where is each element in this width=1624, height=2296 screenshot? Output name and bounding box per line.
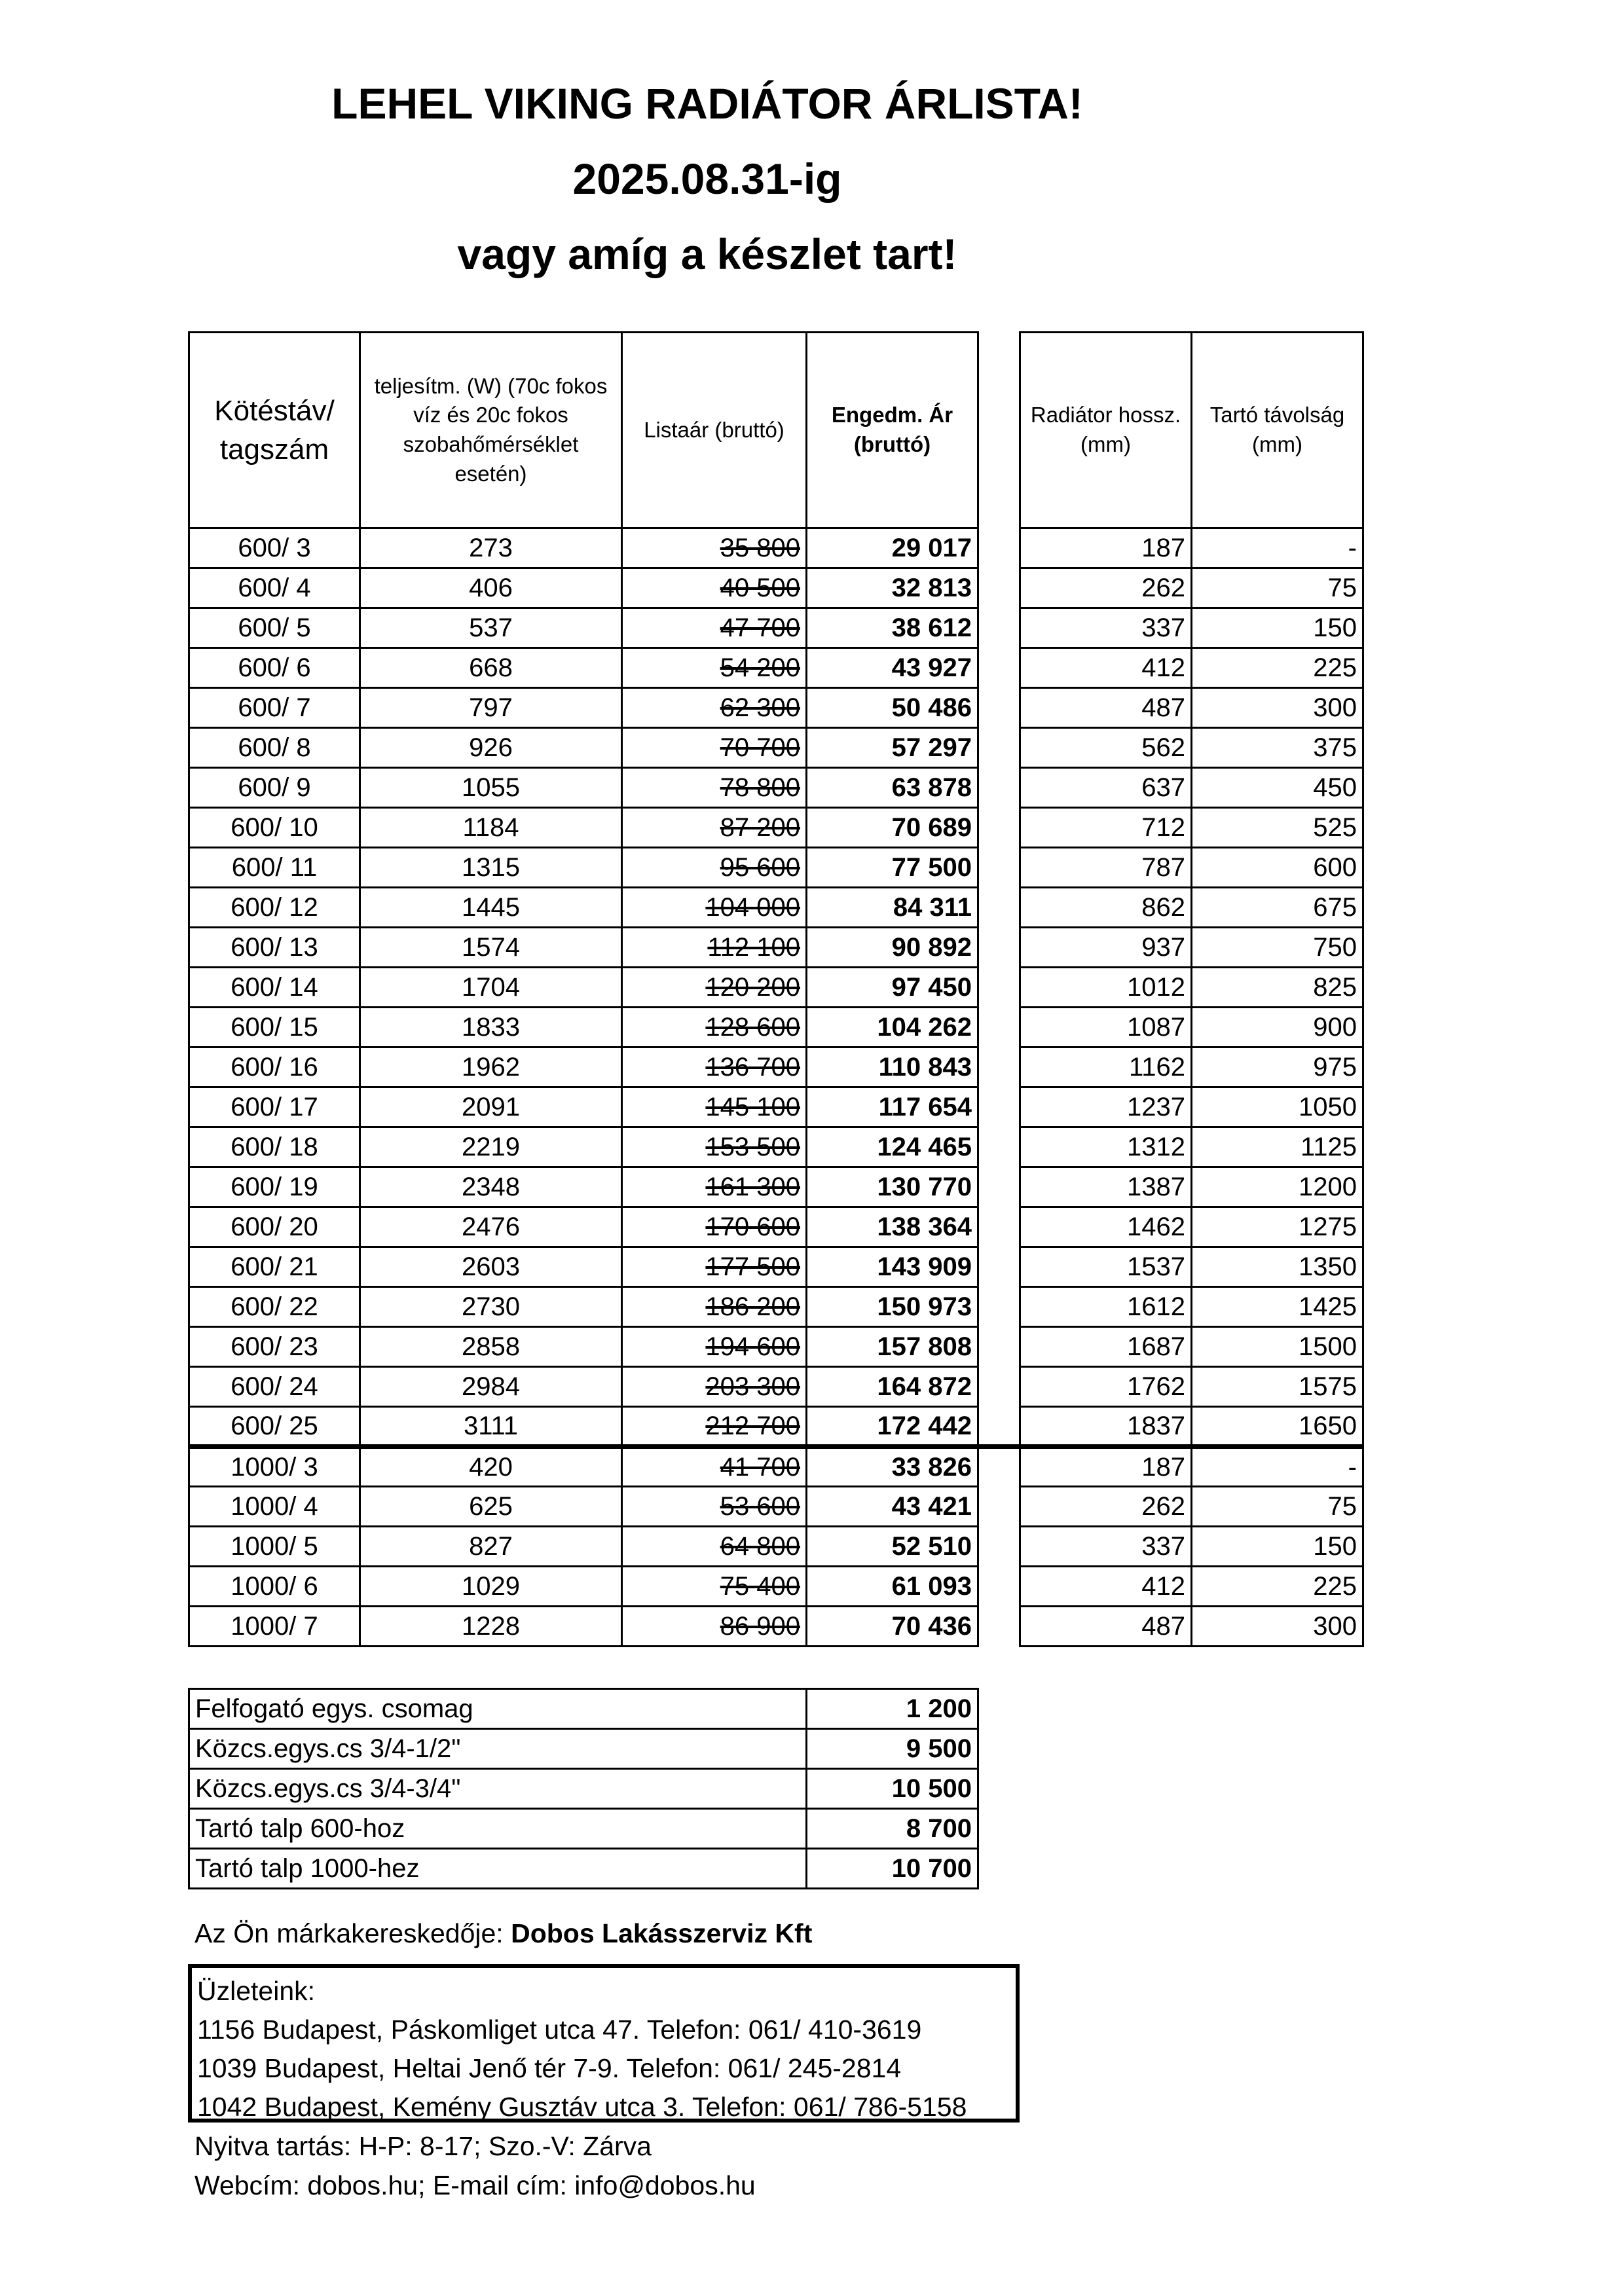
cell-list-price: 78 800 <box>622 768 807 808</box>
cell-size: 600/ 25 <box>189 1407 360 1447</box>
column-gap <box>978 1487 1020 1527</box>
cell-list-price: 40 500 <box>622 568 807 608</box>
table-row <box>189 568 1363 608</box>
accessory-row <box>189 1689 978 1729</box>
column-gap <box>978 1567 1020 1607</box>
cell-discount-price: 70 689 <box>807 808 978 848</box>
cell-power: 827 <box>360 1527 622 1567</box>
cell-power: 2219 <box>360 1127 622 1167</box>
cell-list-price: 47 700 <box>622 608 807 648</box>
cell-power: 406 <box>360 568 622 608</box>
accessory-name: Tartó talp 1000-hez <box>189 1849 807 1889</box>
cell-discount-price: 172 442 <box>807 1407 978 1447</box>
cell-length: 487 <box>1020 688 1192 728</box>
accessory-row <box>189 1809 978 1849</box>
cell-discount-price: 52 510 <box>807 1527 978 1567</box>
cell-power: 2858 <box>360 1327 622 1367</box>
cell-discount-price: 164 872 <box>807 1367 978 1407</box>
dealer-name: Dobos Lakásszerviz Kft <box>511 1918 813 1948</box>
cell-bracket-distance: 1275 <box>1192 1207 1363 1247</box>
cell-power: 2348 <box>360 1167 622 1207</box>
cell-discount-price: 130 770 <box>807 1167 978 1207</box>
cell-length: 187 <box>1020 1447 1192 1487</box>
cell-bracket-distance: 1500 <box>1192 1327 1363 1367</box>
cell-discount-price: 61 093 <box>807 1567 978 1607</box>
column-gap <box>978 1207 1020 1247</box>
cell-size: 600/ 18 <box>189 1127 360 1167</box>
accessory-row <box>189 1769 978 1809</box>
cell-bracket-distance: 1125 <box>1192 1127 1363 1167</box>
cell-size: 1000/ 4 <box>189 1487 360 1527</box>
header-kotestav: Kötéstáv/ tagszám <box>189 333 360 528</box>
cell-length: 862 <box>1020 888 1192 928</box>
cell-discount-price: 150 973 <box>807 1287 978 1327</box>
cell-list-price: 203 300 <box>622 1367 807 1407</box>
column-gap <box>978 1367 1020 1407</box>
column-gap <box>978 968 1020 1008</box>
contact-web-email: Webcím: dobos.hu; E-mail cím: info@dobos.hu <box>194 2170 756 2200</box>
cell-discount-price: 143 909 <box>807 1247 978 1287</box>
cell-bracket-distance: - <box>1192 1447 1363 1487</box>
cell-size: 600/ 6 <box>189 648 360 688</box>
table-row <box>189 808 1363 848</box>
cell-discount-price: 110 843 <box>807 1048 978 1087</box>
cell-list-price: 177 500 <box>622 1247 807 1287</box>
accessory-price: 10 700 <box>807 1849 978 1889</box>
cell-discount-price: 50 486 <box>807 688 978 728</box>
page-title: LEHEL VIKING RADIÁTOR ÁRLISTA! <box>331 79 1083 128</box>
table-row <box>189 1127 1363 1167</box>
cell-list-price: 153 500 <box>622 1127 807 1167</box>
column-gap <box>978 1447 1020 1487</box>
cell-list-price: 64 800 <box>622 1527 807 1567</box>
validity-date: 2025.08.31-ig <box>572 155 842 203</box>
cell-bracket-distance: 675 <box>1192 888 1363 928</box>
cell-list-price: 194 600 <box>622 1327 807 1367</box>
cell-size: 600/ 8 <box>189 728 360 768</box>
table-row <box>189 1447 1363 1487</box>
table-row <box>189 648 1363 688</box>
cell-bracket-distance: 150 <box>1192 1527 1363 1567</box>
cell-power: 3111 <box>360 1407 622 1447</box>
cell-list-price: 128 600 <box>622 1008 807 1048</box>
table-row <box>189 1407 1363 1447</box>
column-gap <box>978 1247 1020 1287</box>
cell-length: 1537 <box>1020 1247 1192 1287</box>
cell-bracket-distance: 225 <box>1192 1567 1363 1607</box>
cell-length: 187 <box>1020 528 1192 568</box>
cell-discount-price: 29 017 <box>807 528 978 568</box>
cell-size: 1000/ 5 <box>189 1527 360 1567</box>
cell-bracket-distance: 75 <box>1192 1487 1363 1527</box>
store-address: 1039 Budapest, Heltai Jenő tér 7-9. Telefon: 061/ 245-2814 <box>197 2053 902 2083</box>
cell-length: 1687 <box>1020 1327 1192 1367</box>
cell-list-price: 41 700 <box>622 1447 807 1487</box>
cell-bracket-distance: 225 <box>1192 648 1363 688</box>
cell-discount-price: 117 654 <box>807 1087 978 1127</box>
cell-bracket-distance: 1050 <box>1192 1087 1363 1127</box>
cell-bracket-distance: 1650 <box>1192 1407 1363 1447</box>
cell-length: 1162 <box>1020 1048 1192 1087</box>
cell-size: 600/ 9 <box>189 768 360 808</box>
column-gap <box>978 1048 1020 1087</box>
accessory-price: 9 500 <box>807 1729 978 1769</box>
cell-power: 1962 <box>360 1048 622 1087</box>
table-row <box>189 528 1363 568</box>
table-row <box>189 768 1363 808</box>
cell-bracket-distance: 1575 <box>1192 1367 1363 1407</box>
cell-power: 420 <box>360 1447 622 1487</box>
accessory-name: Tartó talp 600-hoz <box>189 1809 807 1849</box>
cell-bracket-distance: 900 <box>1192 1008 1363 1048</box>
cell-list-price: 35 800 <box>622 528 807 568</box>
cell-list-price: 54 200 <box>622 648 807 688</box>
table-row <box>189 1087 1363 1127</box>
cell-size: 600/ 7 <box>189 688 360 728</box>
cell-bracket-distance: 300 <box>1192 688 1363 728</box>
cell-bracket-distance: 375 <box>1192 728 1363 768</box>
stores-box <box>188 1964 1020 2123</box>
cell-bracket-distance: 600 <box>1192 848 1363 888</box>
cell-power: 2730 <box>360 1287 622 1327</box>
accessories-table <box>188 1688 979 1889</box>
cell-list-price: 120 200 <box>622 968 807 1008</box>
cell-power: 2603 <box>360 1247 622 1287</box>
cell-length: 562 <box>1020 728 1192 768</box>
accessory-name: Közcs.egys.cs 3/4-1/2" <box>189 1729 807 1769</box>
column-gap <box>978 528 1020 568</box>
cell-list-price: 170 600 <box>622 1207 807 1247</box>
cell-list-price: 186 200 <box>622 1287 807 1327</box>
accessory-name: Felfogató egys. csomag <box>189 1689 807 1729</box>
cell-discount-price: 90 892 <box>807 928 978 968</box>
cell-length: 262 <box>1020 1487 1192 1527</box>
cell-list-price: 86 900 <box>622 1607 807 1647</box>
cell-list-price: 104 000 <box>622 888 807 928</box>
cell-discount-price: 38 612 <box>807 608 978 648</box>
column-gap <box>978 728 1020 768</box>
column-gap <box>978 888 1020 928</box>
column-gap <box>978 1407 1020 1447</box>
cell-bracket-distance: 825 <box>1192 968 1363 1008</box>
cell-size: 600/ 4 <box>189 568 360 608</box>
cell-power: 2984 <box>360 1367 622 1407</box>
cell-discount-price: 63 878 <box>807 768 978 808</box>
table-row <box>189 1567 1363 1607</box>
table-row <box>189 1167 1363 1207</box>
cell-bracket-distance: 975 <box>1192 1048 1363 1087</box>
cell-list-price: 70 700 <box>622 728 807 768</box>
cell-power: 2476 <box>360 1207 622 1247</box>
header-listaar: Listaár (bruttó) <box>622 333 807 528</box>
cell-bracket-distance: 300 <box>1192 1607 1363 1647</box>
cell-length: 337 <box>1020 608 1192 648</box>
cell-discount-price: 77 500 <box>807 848 978 888</box>
cell-bracket-distance: 1425 <box>1192 1287 1363 1327</box>
cell-size: 600/ 14 <box>189 968 360 1008</box>
cell-list-price: 136 700 <box>622 1048 807 1087</box>
cell-size: 600/ 21 <box>189 1247 360 1287</box>
column-gap <box>978 648 1020 688</box>
cell-power: 1704 <box>360 968 622 1008</box>
cell-size: 600/ 23 <box>189 1327 360 1367</box>
column-gap <box>978 1127 1020 1167</box>
dealer-line <box>194 1918 812 1949</box>
stock-note: vagy amíg a készlet tart! <box>457 230 957 278</box>
price-table <box>188 331 1364 1647</box>
cell-list-price: 95 600 <box>622 848 807 888</box>
cell-length: 337 <box>1020 1527 1192 1567</box>
cell-length: 1387 <box>1020 1167 1192 1207</box>
column-gap <box>978 848 1020 888</box>
cell-size: 600/ 22 <box>189 1287 360 1327</box>
cell-list-price: 161 300 <box>622 1167 807 1207</box>
cell-discount-price: 32 813 <box>807 568 978 608</box>
column-gap <box>978 928 1020 968</box>
cell-length: 412 <box>1020 648 1192 688</box>
accessory-row <box>189 1849 978 1889</box>
cell-size: 600/ 3 <box>189 528 360 568</box>
cell-size: 1000/ 7 <box>189 1607 360 1647</box>
cell-discount-price: 43 927 <box>807 648 978 688</box>
cell-power: 273 <box>360 528 622 568</box>
table-row <box>189 848 1363 888</box>
cell-list-price: 87 200 <box>622 808 807 848</box>
cell-size: 600/ 20 <box>189 1207 360 1247</box>
table-row <box>189 928 1363 968</box>
cell-list-price: 53 600 <box>622 1487 807 1527</box>
cell-length: 637 <box>1020 768 1192 808</box>
column-gap <box>978 1087 1020 1127</box>
cell-discount-price: 43 421 <box>807 1487 978 1527</box>
column-gap <box>978 1327 1020 1367</box>
cell-power: 1184 <box>360 808 622 848</box>
table-row <box>189 608 1363 648</box>
cell-size: 600/ 16 <box>189 1048 360 1087</box>
cell-bracket-distance: 750 <box>1192 928 1363 968</box>
cell-bracket-distance: 525 <box>1192 808 1363 848</box>
cell-power: 1228 <box>360 1607 622 1647</box>
cell-discount-price: 33 826 <box>807 1447 978 1487</box>
cell-bracket-distance: 75 <box>1192 568 1363 608</box>
cell-length: 787 <box>1020 848 1192 888</box>
cell-power: 1029 <box>360 1567 622 1607</box>
column-gap <box>978 568 1020 608</box>
column-gap <box>978 1167 1020 1207</box>
header-radiator-hossz: Radiátor hossz. (mm) <box>1020 333 1192 528</box>
cell-length: 1312 <box>1020 1127 1192 1167</box>
cell-length: 487 <box>1020 1607 1192 1647</box>
cell-size: 600/ 5 <box>189 608 360 648</box>
cell-bracket-distance: 1200 <box>1192 1167 1363 1207</box>
cell-length: 1087 <box>1020 1008 1192 1048</box>
cell-list-price: 62 300 <box>622 688 807 728</box>
table-row <box>189 1487 1363 1527</box>
cell-list-price: 75 400 <box>622 1567 807 1607</box>
cell-power: 1574 <box>360 928 622 968</box>
cell-bracket-distance: 1350 <box>1192 1247 1363 1287</box>
column-gap <box>978 808 1020 848</box>
cell-list-price: 145 100 <box>622 1087 807 1127</box>
cell-size: 600/ 24 <box>189 1367 360 1407</box>
cell-discount-price: 57 297 <box>807 728 978 768</box>
cell-length: 1012 <box>1020 968 1192 1008</box>
table-row <box>189 1327 1363 1367</box>
column-gap <box>978 1008 1020 1048</box>
table-row <box>189 1367 1363 1407</box>
column-gap <box>978 608 1020 648</box>
cell-length: 412 <box>1020 1567 1192 1607</box>
cell-discount-price: 84 311 <box>807 888 978 928</box>
cell-length: 262 <box>1020 568 1192 608</box>
cell-bracket-distance: 150 <box>1192 608 1363 648</box>
column-gap <box>978 1287 1020 1327</box>
cell-power: 1055 <box>360 768 622 808</box>
cell-discount-price: 124 465 <box>807 1127 978 1167</box>
accessory-price: 8 700 <box>807 1809 978 1849</box>
table-row <box>189 1287 1363 1327</box>
accessory-price: 1 200 <box>807 1689 978 1729</box>
cell-size: 600/ 19 <box>189 1167 360 1207</box>
column-gap <box>978 1527 1020 1567</box>
cell-size: 600/ 13 <box>189 928 360 968</box>
cell-length: 1612 <box>1020 1287 1192 1327</box>
cell-discount-price: 70 436 <box>807 1607 978 1647</box>
cell-power: 1833 <box>360 1008 622 1048</box>
header-engedm-ar: Engedm. Ár (bruttó) <box>807 333 978 528</box>
cell-power: 926 <box>360 728 622 768</box>
column-gap <box>978 688 1020 728</box>
cell-size: 600/ 10 <box>189 808 360 848</box>
cell-length: 1237 <box>1020 1087 1192 1127</box>
table-row <box>189 1607 1363 1647</box>
table-row <box>189 1048 1363 1087</box>
cell-length: 1462 <box>1020 1207 1192 1247</box>
table-row <box>189 1008 1363 1048</box>
column-gap <box>978 1607 1020 1647</box>
table-row <box>189 968 1363 1008</box>
cell-size: 600/ 15 <box>189 1008 360 1048</box>
cell-discount-price: 104 262 <box>807 1008 978 1048</box>
cell-length: 712 <box>1020 808 1192 848</box>
cell-discount-price: 138 364 <box>807 1207 978 1247</box>
stores-heading: Üzleteink: <box>197 1976 316 2006</box>
cell-length: 1762 <box>1020 1367 1192 1407</box>
store-address: 1042 Budapest, Kemény Gusztáv utca 3. Telefon: 061/ 786-5158 <box>197 2092 967 2122</box>
accessory-price: 10 500 <box>807 1769 978 1809</box>
column-gap <box>978 768 1020 808</box>
cell-discount-price: 97 450 <box>807 968 978 1008</box>
cell-discount-price: 157 808 <box>807 1327 978 1367</box>
table-row <box>189 888 1363 928</box>
cell-bracket-distance: - <box>1192 528 1363 568</box>
cell-power: 625 <box>360 1487 622 1527</box>
header-teljesitmeny: teljesítm. (W) (70c fokos víz és 20c fokos szobahőmérséklet esetén) <box>360 333 622 528</box>
cell-power: 2091 <box>360 1087 622 1127</box>
cell-power: 1445 <box>360 888 622 928</box>
cell-size: 1000/ 3 <box>189 1447 360 1487</box>
cell-length: 937 <box>1020 928 1192 968</box>
dealer-label: Az Ön márkakereskedője: <box>194 1918 511 1948</box>
cell-power: 797 <box>360 688 622 728</box>
cell-power: 668 <box>360 648 622 688</box>
cell-bracket-distance: 450 <box>1192 768 1363 808</box>
table-row <box>189 688 1363 728</box>
cell-size: 600/ 11 <box>189 848 360 888</box>
table-row <box>189 728 1363 768</box>
cell-list-price: 112 100 <box>622 928 807 968</box>
cell-power: 537 <box>360 608 622 648</box>
cell-list-price: 212 700 <box>622 1407 807 1447</box>
store-address: 1156 Budapest, Páskomliget utca 47. Telefon: 061/ 410-3619 <box>197 2014 922 2045</box>
table-row <box>189 1527 1363 1567</box>
column-gap <box>978 333 1020 528</box>
cell-size: 600/ 12 <box>189 888 360 928</box>
accessory-name: Közcs.egys.cs 3/4-3/4" <box>189 1769 807 1809</box>
cell-power: 1315 <box>360 848 622 888</box>
opening-hours: Nyitva tartás: H-P: 8-17; Szo.-V: Zárva <box>194 2131 652 2161</box>
accessory-row <box>189 1729 978 1769</box>
table-row <box>189 1207 1363 1247</box>
cell-size: 1000/ 6 <box>189 1567 360 1607</box>
table-row <box>189 1247 1363 1287</box>
header-tarto-tavolsag: Tartó távolság (mm) <box>1192 333 1363 528</box>
cell-size: 600/ 17 <box>189 1087 360 1127</box>
cell-length: 1837 <box>1020 1407 1192 1447</box>
